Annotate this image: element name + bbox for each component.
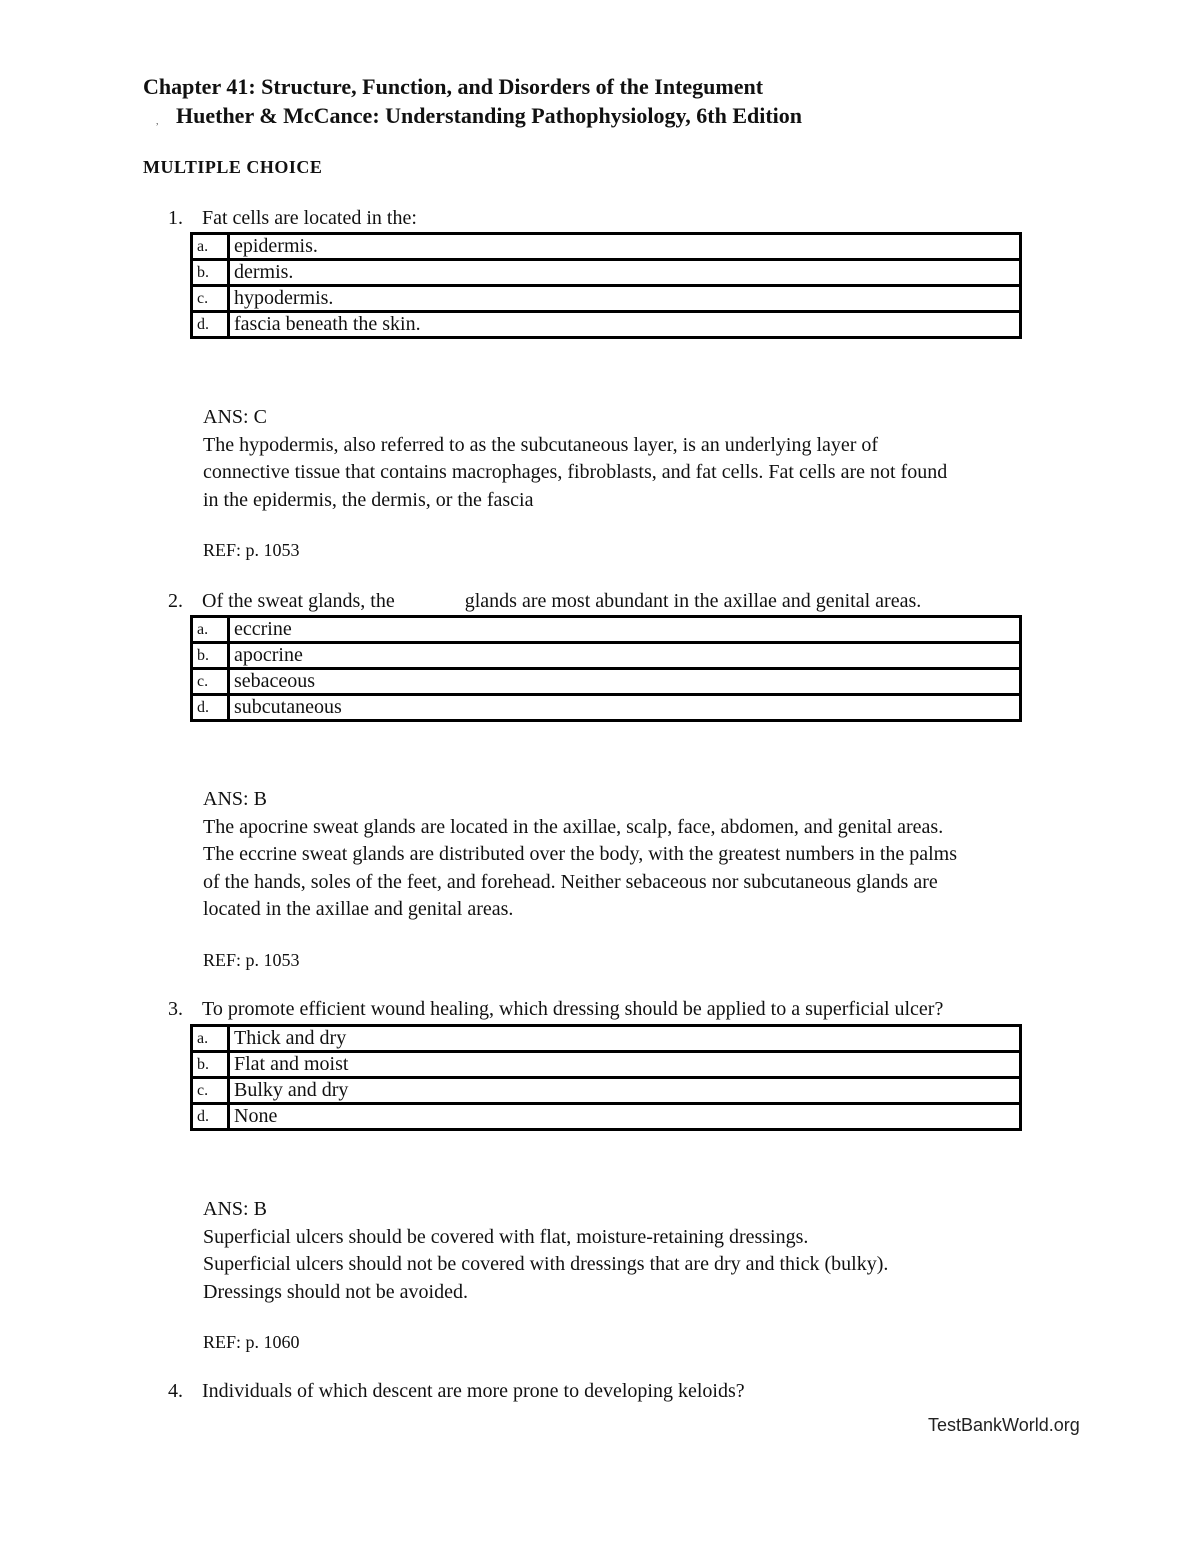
rationale-line: Superficial ulcers should not be covered with dressings that are dry and thick (bulky). <box>203 1253 889 1275</box>
rationale-line: The eccrine sweat glands are distributed over the body, with the greatest numbers in the palms <box>203 843 958 865</box>
answer-block-3 <box>203 1196 1103 1306</box>
choice-row[interactable] <box>192 1104 1021 1130</box>
choices-table-1 <box>190 232 1022 339</box>
choice-text: dermis. <box>229 260 1021 286</box>
choice-row[interactable] <box>192 1078 1021 1104</box>
choice-text: subcutaneous <box>229 695 1021 721</box>
rationale-line: connective tissue that contains macrophages, fibroblasts, and fat cells. Fat cells are not found <box>203 461 948 483</box>
question-number: 2. <box>168 590 183 612</box>
rationale-line: Superficial ulcers should be covered with flat, moisture-retaining dressings. <box>203 1225 809 1248</box>
choice-letter: b. <box>192 260 229 286</box>
choice-letter: d. <box>192 695 229 721</box>
choice-letter: a. <box>192 234 229 260</box>
choice-row[interactable] <box>192 617 1021 643</box>
rationale-line: The apocrine sweat glands are located in the axillae, scalp, face, abdomen, and genital areas. <box>203 815 944 838</box>
choice-text: Flat and moist <box>229 1052 1021 1078</box>
choices-table-3 <box>190 1024 1022 1131</box>
book-title: Huether & McCance: Understanding Pathophysiology, 6th Edition <box>176 103 803 128</box>
rationale-line: in the epidermis, the dermis, or the fascia <box>203 488 534 511</box>
choice-text: Bulky and dry <box>229 1078 1021 1104</box>
choice-row[interactable] <box>192 669 1021 695</box>
question-stem-part-2: glands are most abundant in the axillae and genital areas. <box>464 590 922 612</box>
choice-letter: b. <box>192 643 229 669</box>
question-1 <box>168 207 417 230</box>
answer-label: ANS: B <box>203 788 267 810</box>
question-stem: Fat cells are located in the: <box>202 207 417 229</box>
question-stem: Individuals of which descent are more prone to developing keloids? <box>202 1380 745 1402</box>
question-number: 4. <box>168 1380 183 1402</box>
section-title: MULTIPLE CHOICE <box>143 157 323 177</box>
answer-block-2 <box>203 786 1103 924</box>
choice-text: apocrine <box>229 643 1021 669</box>
reference: REF: p. 1053 <box>203 540 300 560</box>
choice-row[interactable] <box>192 695 1021 721</box>
answer-label: ANS: C <box>203 406 267 428</box>
choice-letter: c. <box>192 1078 229 1104</box>
choice-text: eccrine <box>229 617 1021 643</box>
choice-row[interactable] <box>192 234 1021 260</box>
question-2 <box>168 590 921 613</box>
choice-text: fascia beneath the skin. <box>229 312 1021 338</box>
chapter-title: Chapter 41: Structure, Function, and Disorders of the Integument <box>143 74 764 99</box>
choice-text: sebaceous <box>229 669 1021 695</box>
choice-letter: c. <box>192 669 229 695</box>
choice-row[interactable] <box>192 1052 1021 1078</box>
reference: REF: p. 1053 <box>203 950 300 970</box>
choice-letter: d. <box>192 1104 229 1130</box>
choice-letter: a. <box>192 1026 229 1052</box>
question-stem: To promote efficient wound healing, which dressing should be applied to a superficial ulcer? <box>202 998 944 1020</box>
choice-text: Thick and dry <box>229 1026 1021 1052</box>
question-number: 3. <box>168 998 183 1020</box>
rationale-line: located in the axillae and genital areas. <box>203 898 514 920</box>
choice-text: epidermis. <box>229 234 1021 260</box>
choice-row[interactable] <box>192 260 1021 286</box>
reference: REF: p. 1060 <box>203 1332 300 1352</box>
margin-mark: , <box>156 116 159 127</box>
question-number: 1. <box>168 207 183 229</box>
question-3 <box>168 998 943 1021</box>
choice-row[interactable] <box>192 1026 1021 1052</box>
answer-block-1 <box>203 404 1103 514</box>
choice-row[interactable] <box>192 312 1021 338</box>
choice-letter: d. <box>192 312 229 338</box>
rationale-line: of the hands, soles of the feet, and forehead. Neither sebaceous nor subcutaneous glands are <box>203 870 938 893</box>
rationale-line: Dressings should not be avoided. <box>203 1280 468 1303</box>
answer-label: ANS: B <box>203 1198 267 1220</box>
rationale-line: The hypodermis, also referred to as the subcutaneous layer, is an underlying layer of <box>203 433 879 456</box>
choice-text: None <box>229 1104 1021 1130</box>
choice-letter: b. <box>192 1052 229 1078</box>
choice-text: hypodermis. <box>229 286 1021 312</box>
choice-letter: c. <box>192 286 229 312</box>
choice-row[interactable] <box>192 286 1021 312</box>
choice-row[interactable] <box>192 643 1021 669</box>
choices-table-2 <box>190 615 1022 722</box>
watermark-text: TestBankWorld.org <box>928 1415 1080 1435</box>
choice-letter: a. <box>192 617 229 643</box>
question-stem-part-1: Of the sweat glands, the <box>202 590 395 612</box>
question-4 <box>168 1380 745 1403</box>
